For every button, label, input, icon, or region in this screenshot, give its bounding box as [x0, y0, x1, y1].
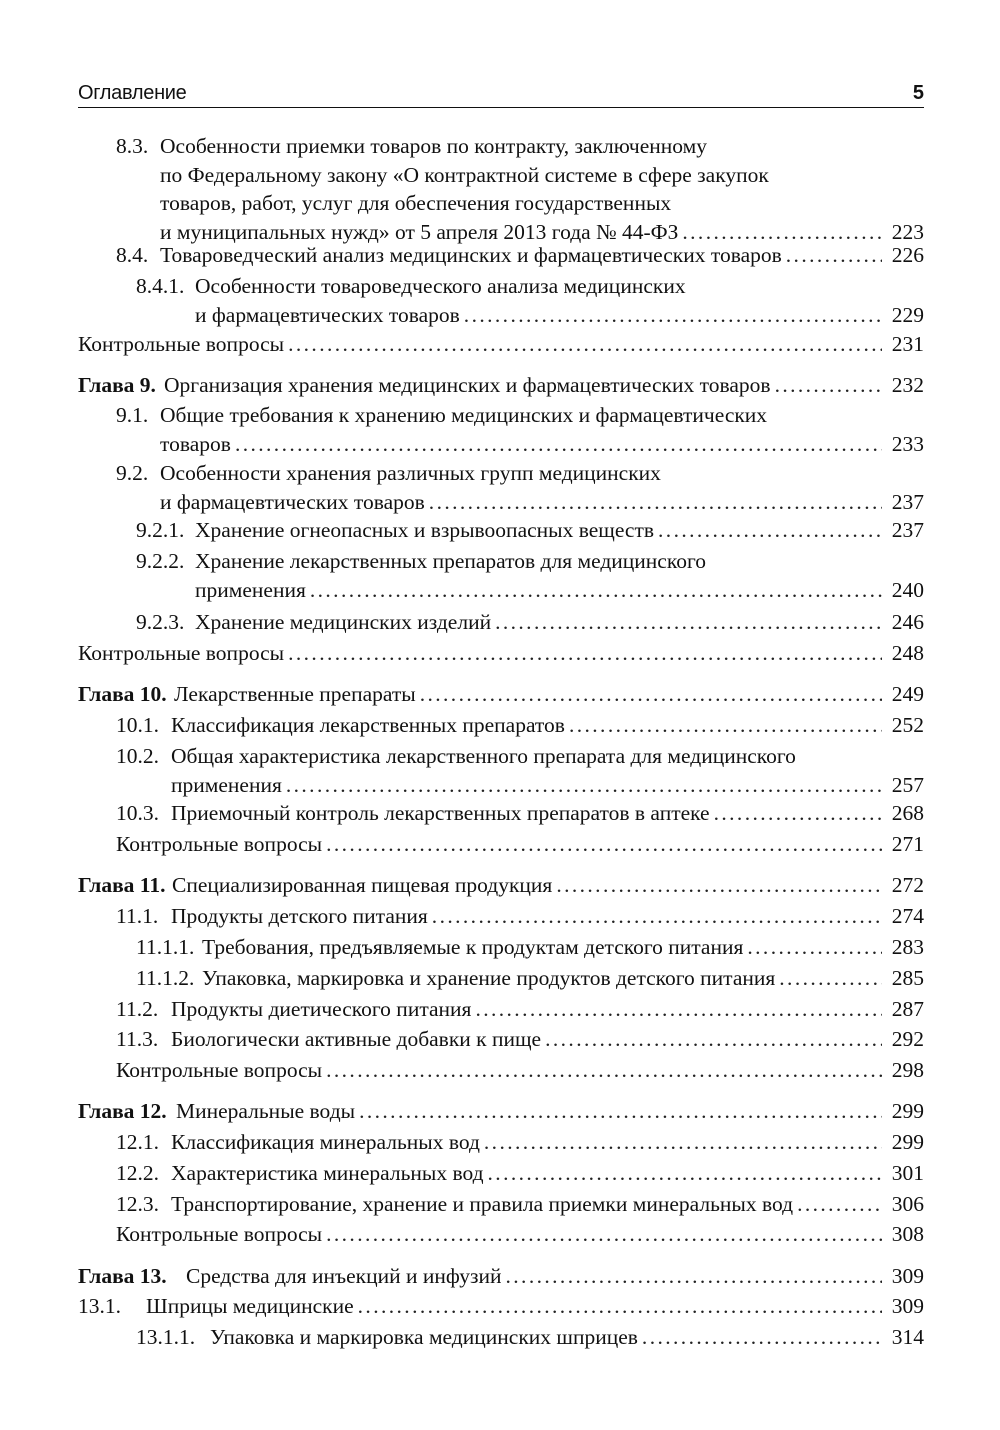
page-number: 257 [891, 772, 924, 797]
page-number: 306 [891, 1192, 924, 1216]
dot-leader [432, 902, 882, 930]
dot-leader [545, 1025, 882, 1053]
entry-title-line: товаров, работ, услуг для обеспечения государственных [160, 191, 672, 216]
entry-title-line: Общие требования к хранению медицинских и фармацевтических [160, 403, 768, 427]
section-number: 10.3. [116, 801, 159, 825]
entry-title-line: Продукты детского питания [171, 904, 428, 928]
toc-entry[interactable] [0, 639, 1000, 668]
toc-entry[interactable] [0, 401, 1000, 458]
entry-title-line: Упаковка, маркировка и хранение продуктов детского питания [202, 966, 776, 990]
page-number: 237 [891, 518, 924, 542]
page-number: 231 [891, 332, 924, 356]
dot-leader [429, 488, 882, 516]
page-number: 240 [891, 577, 924, 602]
toc-entry[interactable] [0, 1220, 1000, 1249]
entry-title-line: и фармацевтических товаров [160, 489, 425, 514]
toc-entry[interactable] [0, 272, 1000, 329]
toc-entry[interactable] [0, 330, 1000, 359]
dot-leader [506, 1262, 883, 1290]
page-number: 252 [891, 713, 924, 737]
entry-title-line: товаров [160, 431, 231, 456]
entry-title-line: Контрольные вопросы [78, 641, 285, 665]
entry-title-line: применения [195, 577, 306, 602]
dot-leader [747, 933, 882, 961]
section-number: 9.2. [116, 461, 149, 485]
entry-title-line: Транспортирование, хранение и правила приемки минеральных вод [171, 1192, 794, 1216]
chapter-label: Глава 12. [78, 1099, 167, 1123]
entry-title-line: Общая характеристика лекарственного препарата для медицинского [171, 744, 796, 768]
dot-leader [495, 608, 882, 636]
toc-entry[interactable] [0, 1190, 1000, 1219]
entry-title-line: Продукты диетического питания [171, 997, 472, 1021]
toc-entry[interactable] [0, 608, 1000, 637]
toc-entry[interactable] [0, 1292, 1000, 1321]
section-number: 12.1. [116, 1130, 159, 1154]
running-head-title: Оглавление [78, 82, 187, 104]
entry-title-line: Хранение медицинских изделий [195, 610, 492, 634]
toc-entry[interactable] [0, 680, 1000, 709]
toc-entry[interactable] [0, 516, 1000, 545]
dot-leader [642, 1323, 882, 1351]
section-number: 8.4. [116, 243, 149, 267]
toc-entry[interactable] [0, 711, 1000, 740]
section-number: 13.1. [78, 1294, 121, 1318]
toc-entry[interactable] [0, 964, 1000, 993]
page-number: 232 [891, 373, 924, 397]
dot-leader [326, 830, 882, 858]
section-number: 12.2. [116, 1161, 159, 1185]
dot-leader [235, 430, 882, 458]
dot-leader [286, 771, 882, 799]
dot-leader [359, 1097, 882, 1125]
toc-entry[interactable] [0, 1097, 1000, 1126]
entry-title-line: Приемочный контроль лекарственных препаратов в аптеке [171, 801, 710, 825]
entry-title-line: Особенности хранения различных групп медицинских [160, 461, 661, 485]
chapter-label: Глава 11. [78, 873, 166, 897]
dot-leader [326, 1220, 882, 1248]
dot-leader [779, 964, 882, 992]
page-number: 287 [891, 997, 924, 1021]
running-head-page-number: 5 [912, 82, 924, 104]
entry-title-line: по Федеральному закону «О контрактной системе в сфере закупок [160, 162, 769, 187]
entry-title-line: Лекарственные препараты [174, 682, 416, 706]
toc-entry[interactable] [0, 1025, 1000, 1054]
section-number: 11.1.2. [136, 966, 195, 990]
page-number: 248 [891, 641, 924, 665]
running-head [78, 78, 924, 108]
chapter-label: Глава 9. [78, 373, 156, 397]
entry-title-line: Хранение лекарственных препаратов для медицинского [195, 549, 706, 573]
dot-leader [775, 371, 882, 399]
header-rule [78, 107, 924, 108]
toc-entry[interactable] [0, 547, 1000, 604]
entry-title-line: Контрольные вопросы [116, 1058, 323, 1082]
entry-title-line: Контрольные вопросы [116, 1222, 323, 1246]
entry-title-line: Особенности приемки товаров по контракту, заключенному [160, 134, 708, 158]
page-number: 226 [891, 243, 924, 267]
toc-entry[interactable] [0, 241, 1000, 270]
page-number: 298 [891, 1058, 924, 1082]
toc-entry[interactable] [0, 902, 1000, 931]
entry-title-line: Шприцы медицинские [146, 1294, 354, 1318]
page-number: 283 [891, 935, 924, 959]
page-number: 223 [891, 219, 924, 244]
entry-title-line: Товароведческий анализ медицинских и фармацевтических товаров [160, 243, 782, 267]
dot-leader [288, 330, 882, 358]
page-number: 285 [891, 966, 924, 990]
toc-entry[interactable] [0, 995, 1000, 1024]
section-number: 10.2. [116, 744, 159, 768]
section-number: 11.1. [116, 904, 159, 928]
toc-entry[interactable] [0, 742, 1000, 799]
entry-title-line: применения [171, 772, 282, 797]
page-number: 268 [891, 801, 924, 825]
dot-leader [288, 639, 882, 667]
page-number: 249 [891, 682, 924, 706]
toc-entry[interactable] [0, 459, 1000, 516]
section-number: 10.1. [116, 713, 159, 737]
entry-title-line: Особенности товароведческого анализа медицинских [195, 274, 686, 298]
chapter-label: Глава 10. [78, 682, 167, 706]
dot-leader [786, 241, 882, 269]
entry-title-line: Специализированная пищевая продукция [172, 873, 553, 897]
page-number: 233 [891, 431, 924, 456]
page-number: 314 [891, 1325, 924, 1349]
section-number: 9.2.2. [136, 549, 185, 573]
toc-entry[interactable] [0, 1128, 1000, 1157]
section-number: 11.1.1. [136, 935, 195, 959]
page-number: 292 [891, 1027, 924, 1051]
entry-title-line: Организация хранения медицинских и фармацевтических товаров [164, 373, 771, 397]
entry-title-line: Минеральные воды [176, 1099, 356, 1123]
page-number: 299 [891, 1099, 924, 1123]
toc-entry[interactable] [0, 1262, 1000, 1291]
section-number: 9.1. [116, 403, 149, 427]
entry-title-line: Классификация лекарственных препаратов [171, 713, 565, 737]
page-number: 299 [891, 1130, 924, 1154]
toc-entry[interactable] [0, 371, 1000, 400]
section-number: 8.3. [116, 134, 149, 158]
entry-title-line: Контрольные вопросы [116, 832, 323, 856]
page-number: 309 [891, 1294, 924, 1318]
page-number: 229 [891, 302, 924, 327]
toc-entry[interactable] [0, 830, 1000, 859]
page-number: 309 [891, 1264, 924, 1288]
dot-leader [488, 1159, 882, 1187]
dot-leader [556, 871, 882, 899]
section-number: 9.2.1. [136, 518, 185, 542]
dot-leader [484, 1128, 882, 1156]
entry-title-line: и фармацевтических товаров [195, 302, 460, 327]
page-number: 301 [891, 1161, 924, 1185]
entry-title-line: и муниципальных нужд» от 5 апреля 2013 года № 44-ФЗ [160, 219, 679, 244]
dot-leader [358, 1292, 882, 1320]
toc-entry[interactable] [0, 933, 1000, 962]
dot-leader [420, 680, 882, 708]
entry-title-line: Средства для инъекций и инфузий [186, 1264, 502, 1288]
toc-entry[interactable] [0, 1323, 1000, 1352]
page-number: 274 [891, 904, 924, 928]
section-number: 12.3. [116, 1192, 159, 1216]
dot-leader [475, 995, 882, 1023]
dot-leader [310, 576, 882, 604]
dot-leader [569, 711, 882, 739]
section-number: 8.4.1. [136, 274, 185, 298]
entry-title-line: Контрольные вопросы [78, 332, 285, 356]
entry-title-line: Биологически активные добавки к пище [171, 1027, 542, 1051]
entry-title-line: Упаковка и маркировка медицинских шприцев [210, 1325, 638, 1349]
page-number: 272 [891, 873, 924, 897]
entry-title-line: Характеристика минеральных вод [171, 1161, 484, 1185]
section-number: 11.2. [116, 997, 159, 1021]
page-number: 308 [891, 1222, 924, 1246]
dot-leader [797, 1190, 882, 1218]
entry-title-line: Классификация минеральных вод [171, 1130, 480, 1154]
page-number: 237 [891, 489, 924, 514]
toc-entry[interactable] [0, 1056, 1000, 1085]
section-number: 13.1.1. [136, 1325, 196, 1349]
chapter-label: Глава 13. [78, 1264, 167, 1288]
dot-leader [326, 1056, 882, 1084]
dot-leader [714, 799, 882, 827]
toc-entry[interactable] [0, 871, 1000, 900]
toc-entry[interactable] [0, 799, 1000, 828]
dot-leader [658, 516, 882, 544]
toc-entry[interactable] [0, 1159, 1000, 1188]
page-number: 271 [891, 832, 924, 856]
toc-entry[interactable] [0, 132, 1000, 246]
section-number: 11.3. [116, 1027, 159, 1051]
section-number: 9.2.3. [136, 610, 185, 634]
page-number: 246 [891, 610, 924, 634]
entry-title-line: Требования, предъявляемые к продуктам детского питания [202, 935, 744, 959]
dot-leader [464, 301, 882, 329]
entry-title-line: Хранение огнеопасных и взрывоопасных веществ [195, 518, 655, 542]
